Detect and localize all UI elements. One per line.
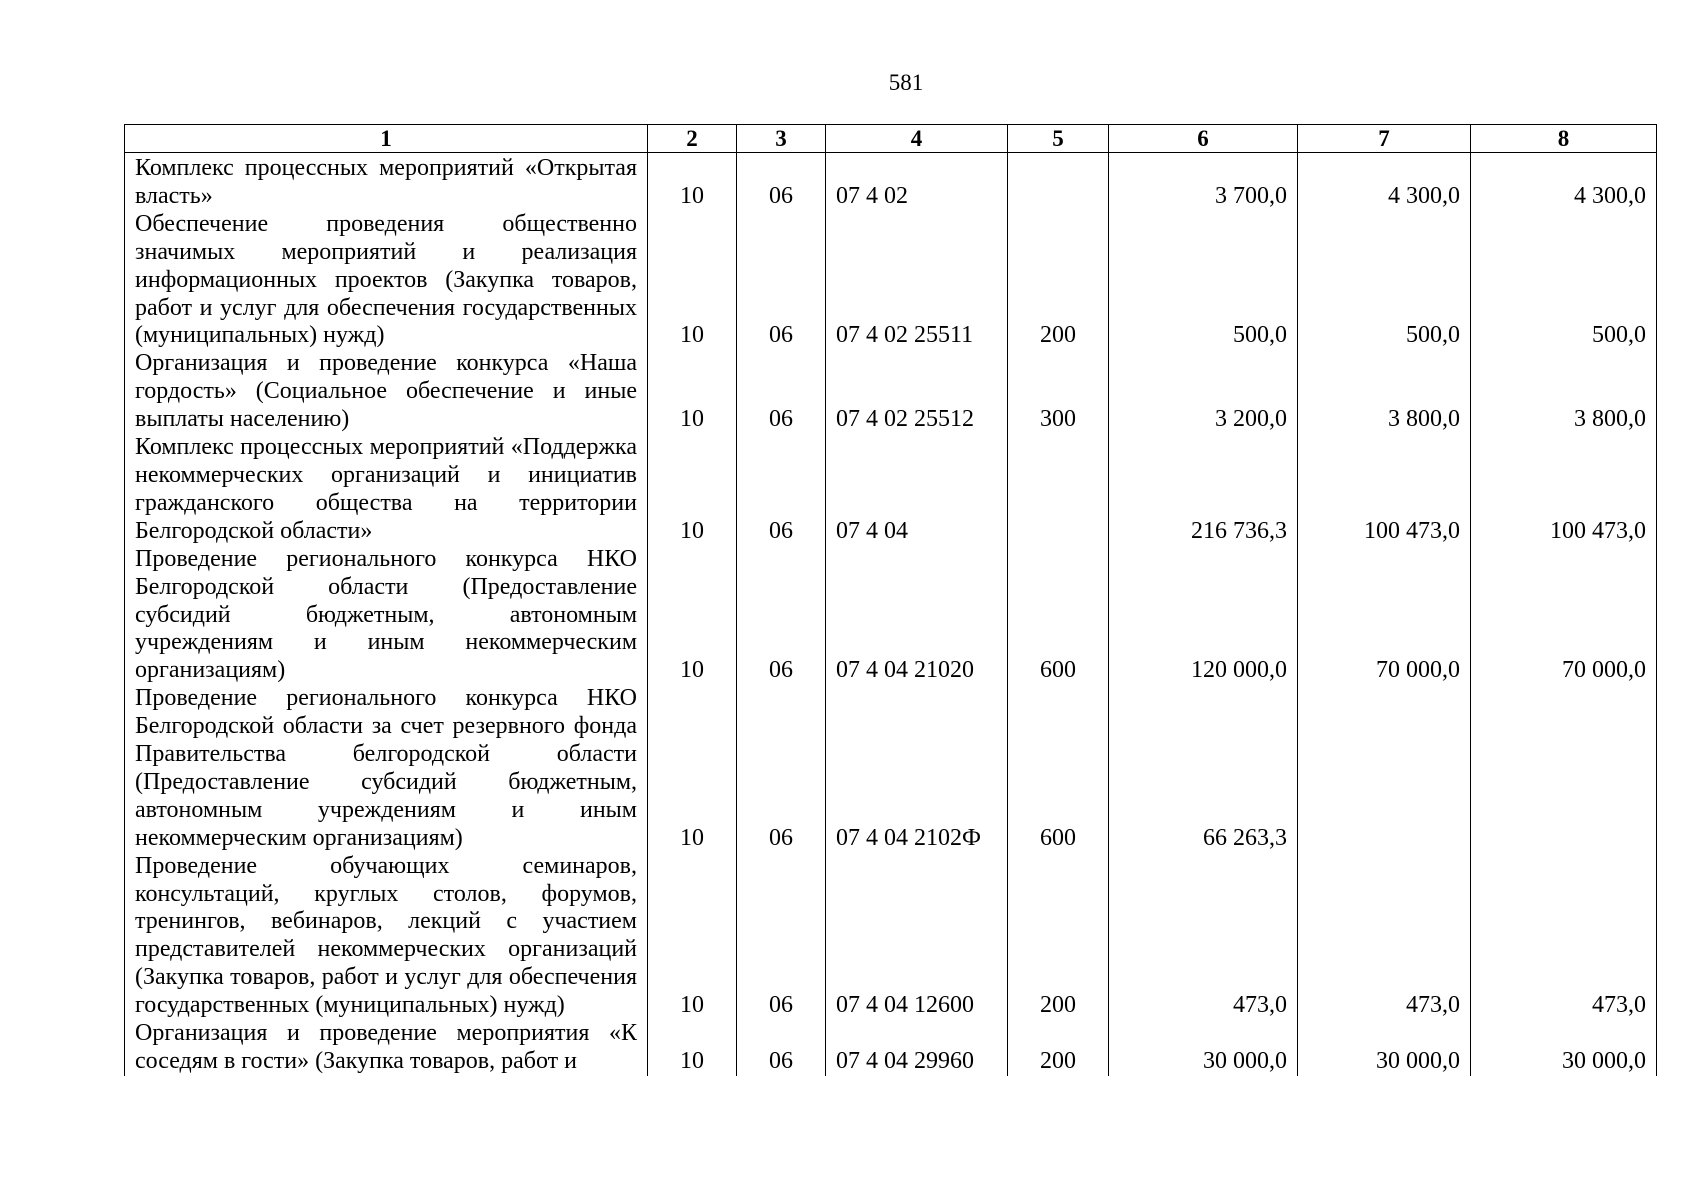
- cell-col-5: 300: [1008, 350, 1109, 434]
- cell-col-6: 3 700,0: [1109, 153, 1298, 211]
- table-row: [125, 546, 1657, 686]
- table-header-row: [125, 125, 1657, 153]
- table-row: [125, 153, 1657, 211]
- cell-col-3: 06: [737, 153, 826, 211]
- cell-col-7: 500,0: [1298, 211, 1471, 351]
- cell-col-3: 06: [737, 211, 826, 351]
- table-row: [125, 685, 1657, 852]
- cell-col-7: 100 473,0: [1298, 434, 1471, 546]
- cell-col-6: 120 000,0: [1109, 546, 1298, 686]
- cell-col-4: 07 4 04 12600: [826, 853, 1008, 1020]
- cell-col-2: 10: [648, 853, 737, 1020]
- cell-col-7: 30 000,0: [1298, 1020, 1471, 1076]
- header-col-3: 3: [737, 125, 826, 153]
- cell-col-5: 200: [1008, 211, 1109, 351]
- cell-col-8: 500,0: [1471, 211, 1657, 351]
- cell-col-5: [1008, 434, 1109, 546]
- cell-col-4: 07 4 04 29960: [826, 1020, 1008, 1076]
- header-col-7: 7: [1298, 125, 1471, 153]
- cell-col-5: 600: [1008, 546, 1109, 686]
- cell-col-7: 3 800,0: [1298, 350, 1471, 434]
- row-name: Комплекс процессных мероприятий «Открытая власть»: [125, 153, 648, 211]
- cell-col-2: 10: [648, 211, 737, 351]
- table-row: [125, 350, 1657, 434]
- cell-col-8: [1471, 685, 1657, 852]
- cell-col-2: 10: [648, 546, 737, 686]
- cell-col-3: 06: [737, 1020, 826, 1076]
- cell-col-2: 10: [648, 153, 737, 211]
- cell-col-4: 07 4 02 25512: [826, 350, 1008, 434]
- cell-col-3: 06: [737, 853, 826, 1020]
- cell-col-8: 4 300,0: [1471, 153, 1657, 211]
- cell-col-6: 216 736,3: [1109, 434, 1298, 546]
- cell-col-3: 06: [737, 434, 826, 546]
- cell-col-4: 07 4 02: [826, 153, 1008, 211]
- cell-col-7: 4 300,0: [1298, 153, 1471, 211]
- table-row: [125, 853, 1657, 1020]
- cell-col-8: 473,0: [1471, 853, 1657, 1020]
- cell-col-7: [1298, 685, 1471, 852]
- cell-col-6: 500,0: [1109, 211, 1298, 351]
- table-row: [125, 1020, 1657, 1076]
- header-col-6: 6: [1109, 125, 1298, 153]
- cell-col-3: 06: [737, 350, 826, 434]
- row-name: Комплекс процессных мероприятий «Поддержка некоммерческих организаций и инициатив гражданского общества на территории Белгородской области»: [125, 434, 648, 546]
- table-row: [125, 211, 1657, 351]
- cell-col-6: 473,0: [1109, 853, 1298, 1020]
- cell-col-5: 200: [1008, 1020, 1109, 1076]
- header-col-8: 8: [1471, 125, 1657, 153]
- cell-col-6: 66 263,3: [1109, 685, 1298, 852]
- row-name: Проведение обучающих семинаров, консультаций, круглых столов, форумов, тренингов, вебинаров, лекций с участием представителей некоммерческих организаций (Закупка товаров, работ и услуг для обеспечения государственных (муниципальных) нужд): [125, 853, 648, 1020]
- row-name: Организация и проведение мероприятия «К соседям в гости» (Закупка товаров, работ и: [125, 1020, 648, 1076]
- cell-col-5: [1008, 153, 1109, 211]
- budget-table: [124, 124, 1657, 1076]
- cell-col-2: 10: [648, 350, 737, 434]
- cell-col-7: 473,0: [1298, 853, 1471, 1020]
- cell-col-2: 10: [648, 434, 737, 546]
- cell-col-7: 70 000,0: [1298, 546, 1471, 686]
- row-name: Организация и проведение конкурса «Наша гордость» (Социальное обеспечение и иные выплаты населению): [125, 350, 648, 434]
- cell-col-6: 3 200,0: [1109, 350, 1298, 434]
- cell-col-4: 07 4 04 2102Ф: [826, 685, 1008, 852]
- cell-col-2: 10: [648, 1020, 737, 1076]
- cell-col-4: 07 4 04 21020: [826, 546, 1008, 686]
- header-col-2: 2: [648, 125, 737, 153]
- cell-col-2: 10: [648, 685, 737, 852]
- row-name: Проведение регионального конкурса НКО Белгородской области за счет резервного фонда Правительства белгородской области (Предоставление субсидий бюджетным, автономным учреждениям и иным некоммерческим организациям): [125, 685, 648, 852]
- row-name: Проведение регионального конкурса НКО Белгородской области (Предоставление субсидий бюджетным, автономным учреждениям и иным некоммерческим организациям): [125, 546, 648, 686]
- cell-col-3: 06: [737, 546, 826, 686]
- header-col-5: 5: [1008, 125, 1109, 153]
- cell-col-8: 70 000,0: [1471, 546, 1657, 686]
- cell-col-4: 07 4 04: [826, 434, 1008, 546]
- page-number: 581: [888, 70, 924, 95]
- cell-col-5: 200: [1008, 853, 1109, 1020]
- header-col-4: 4: [826, 125, 1008, 153]
- cell-col-8: 100 473,0: [1471, 434, 1657, 546]
- cell-col-4: 07 4 02 25511: [826, 211, 1008, 351]
- table-row: [125, 434, 1657, 546]
- cell-col-8: 30 000,0: [1471, 1020, 1657, 1076]
- cell-col-3: 06: [737, 685, 826, 852]
- cell-col-6: 30 000,0: [1109, 1020, 1298, 1076]
- header-col-1: 1: [125, 125, 648, 153]
- row-name: Обеспечение проведения общественно значимых мероприятий и реализация информационных проектов (Закупка товаров, работ и услуг для обеспечения государственных (муниципальных) нужд): [125, 211, 648, 351]
- cell-col-5: 600: [1008, 685, 1109, 852]
- cell-col-8: 3 800,0: [1471, 350, 1657, 434]
